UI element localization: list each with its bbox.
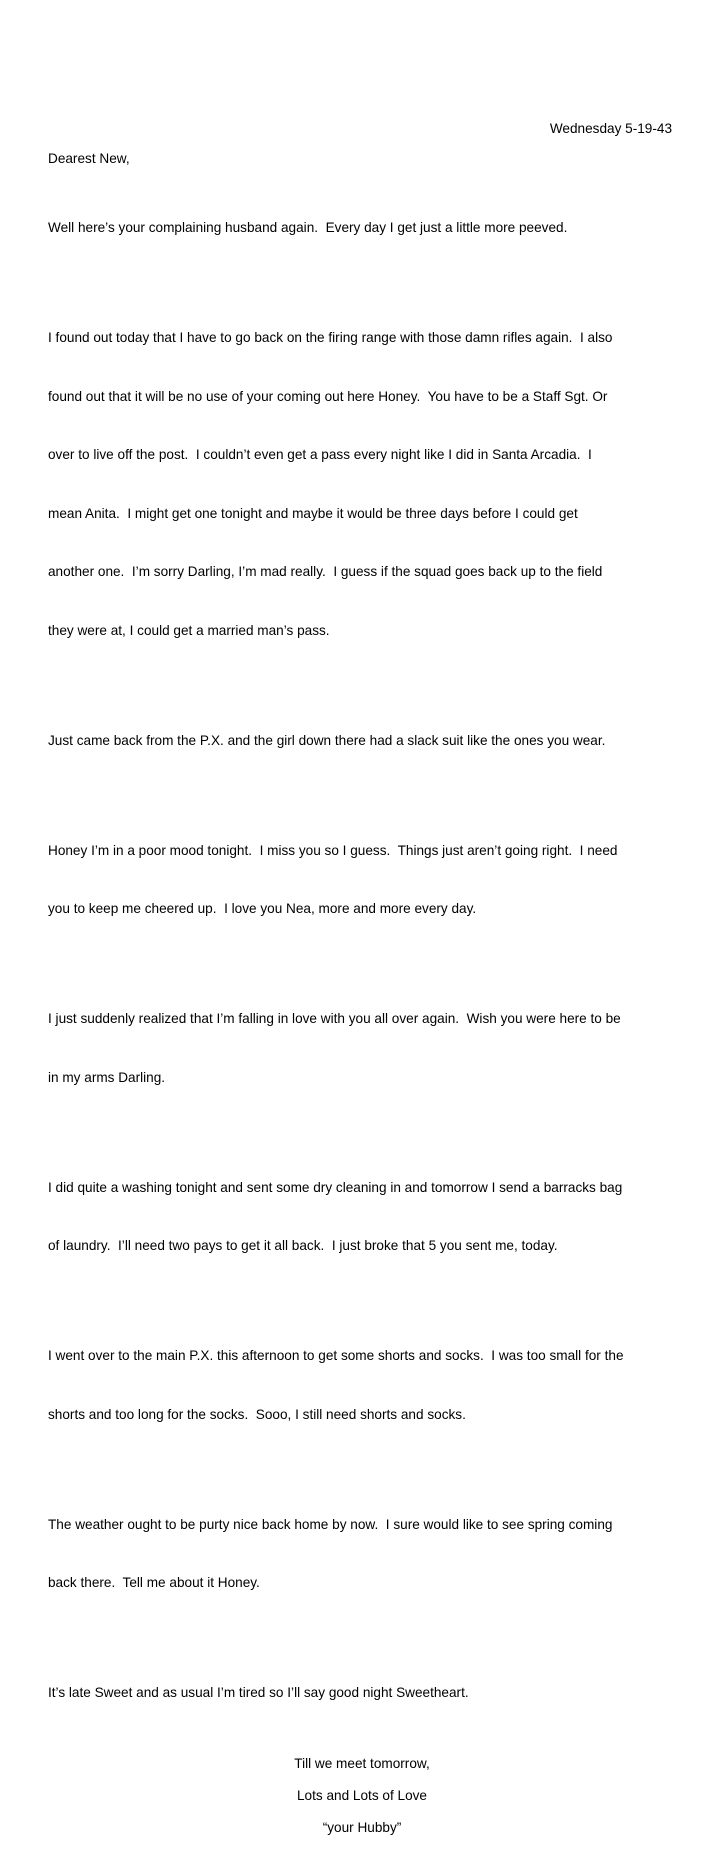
closing-line: Till we meet tomorrow, [294, 1756, 430, 1771]
letter-page [48, 119, 676, 1850]
paragraph-line: The weather ought to be purty nice back home by now. I sure would like to see spring coming [48, 1516, 613, 1532]
paragraph-line: shorts and too long for the socks. Sooo, I still need shorts and socks. [48, 1406, 466, 1422]
paragraph-line: I just suddenly realized that I’m falling in love with you all over again. Wish you were here to be [48, 1011, 621, 1026]
paragraph [48, 970, 676, 1126]
paragraph-line: found out that it will be no use of your coming out here Honey. You have to be a Staff Sgt. Or [48, 388, 608, 404]
paragraph-line: in my arms Darling. [48, 1069, 166, 1085]
paragraph [48, 692, 676, 790]
paragraph [48, 1307, 676, 1463]
paragraph [48, 289, 676, 679]
paragraph-line: another one. I’m sorry Darling, I’m mad really. I guess if the squad goes back up to the field [48, 564, 603, 579]
paragraph [48, 802, 676, 958]
paragraph-line: Well here’s your complaining husband again. Every day I get just a little more peeved. [48, 220, 568, 235]
closing-line: Lots and Lots of Love [297, 1788, 427, 1803]
paragraph-line: over to live off the post. I couldn’t even get a pass every night like I did in Santa Arcadia. I [48, 447, 592, 462]
paragraph-line: of laundry. I’ll need two pays to get it all back. I just broke that 5 you sent me, today. [48, 1238, 558, 1253]
paragraph-line: back there. Tell me about it Honey. [48, 1575, 260, 1590]
paragraph-line: they were at, I could get a married man’s pass. [48, 622, 330, 638]
letter-salutation: Dearest New, [48, 150, 130, 166]
paragraph-line: I did quite a washing tonight and sent some dry cleaning in and tomorrow I send a barracks bag [48, 1179, 623, 1195]
paragraph [48, 1139, 676, 1295]
paragraph-line: It’s late Sweet and as usual I’m tired so I’ll say good night Sweetheart. [48, 1685, 469, 1700]
paragraph-line: mean Anita. I might get one tonight and maybe it would be three days before I could get [48, 505, 578, 521]
paragraph-line: you to keep me cheered up. I love you Nea, more and more every day. [48, 901, 477, 916]
paragraph-line: I found out today that I have to go back on the firing range with those damn rifles again. I also [48, 330, 613, 345]
paragraph-line: I went over to the main P.X. this afternoon to get some shorts and socks. I was too small for the [48, 1348, 624, 1363]
paragraph-line: Just came back from the P.X. and the girl down there had a slack suit like the ones you wear. [48, 732, 606, 748]
paragraph [48, 1644, 676, 1742]
paragraph [48, 1476, 676, 1632]
letter-date: Wednesday 5-19-43 [549, 121, 672, 136]
paragraph-line: Honey I’m in a poor mood tonight. I miss you so I guess. Things just aren’t going right. I need [48, 842, 618, 858]
paragraph [48, 179, 676, 277]
signature: “your Hubby” [322, 1820, 402, 1835]
